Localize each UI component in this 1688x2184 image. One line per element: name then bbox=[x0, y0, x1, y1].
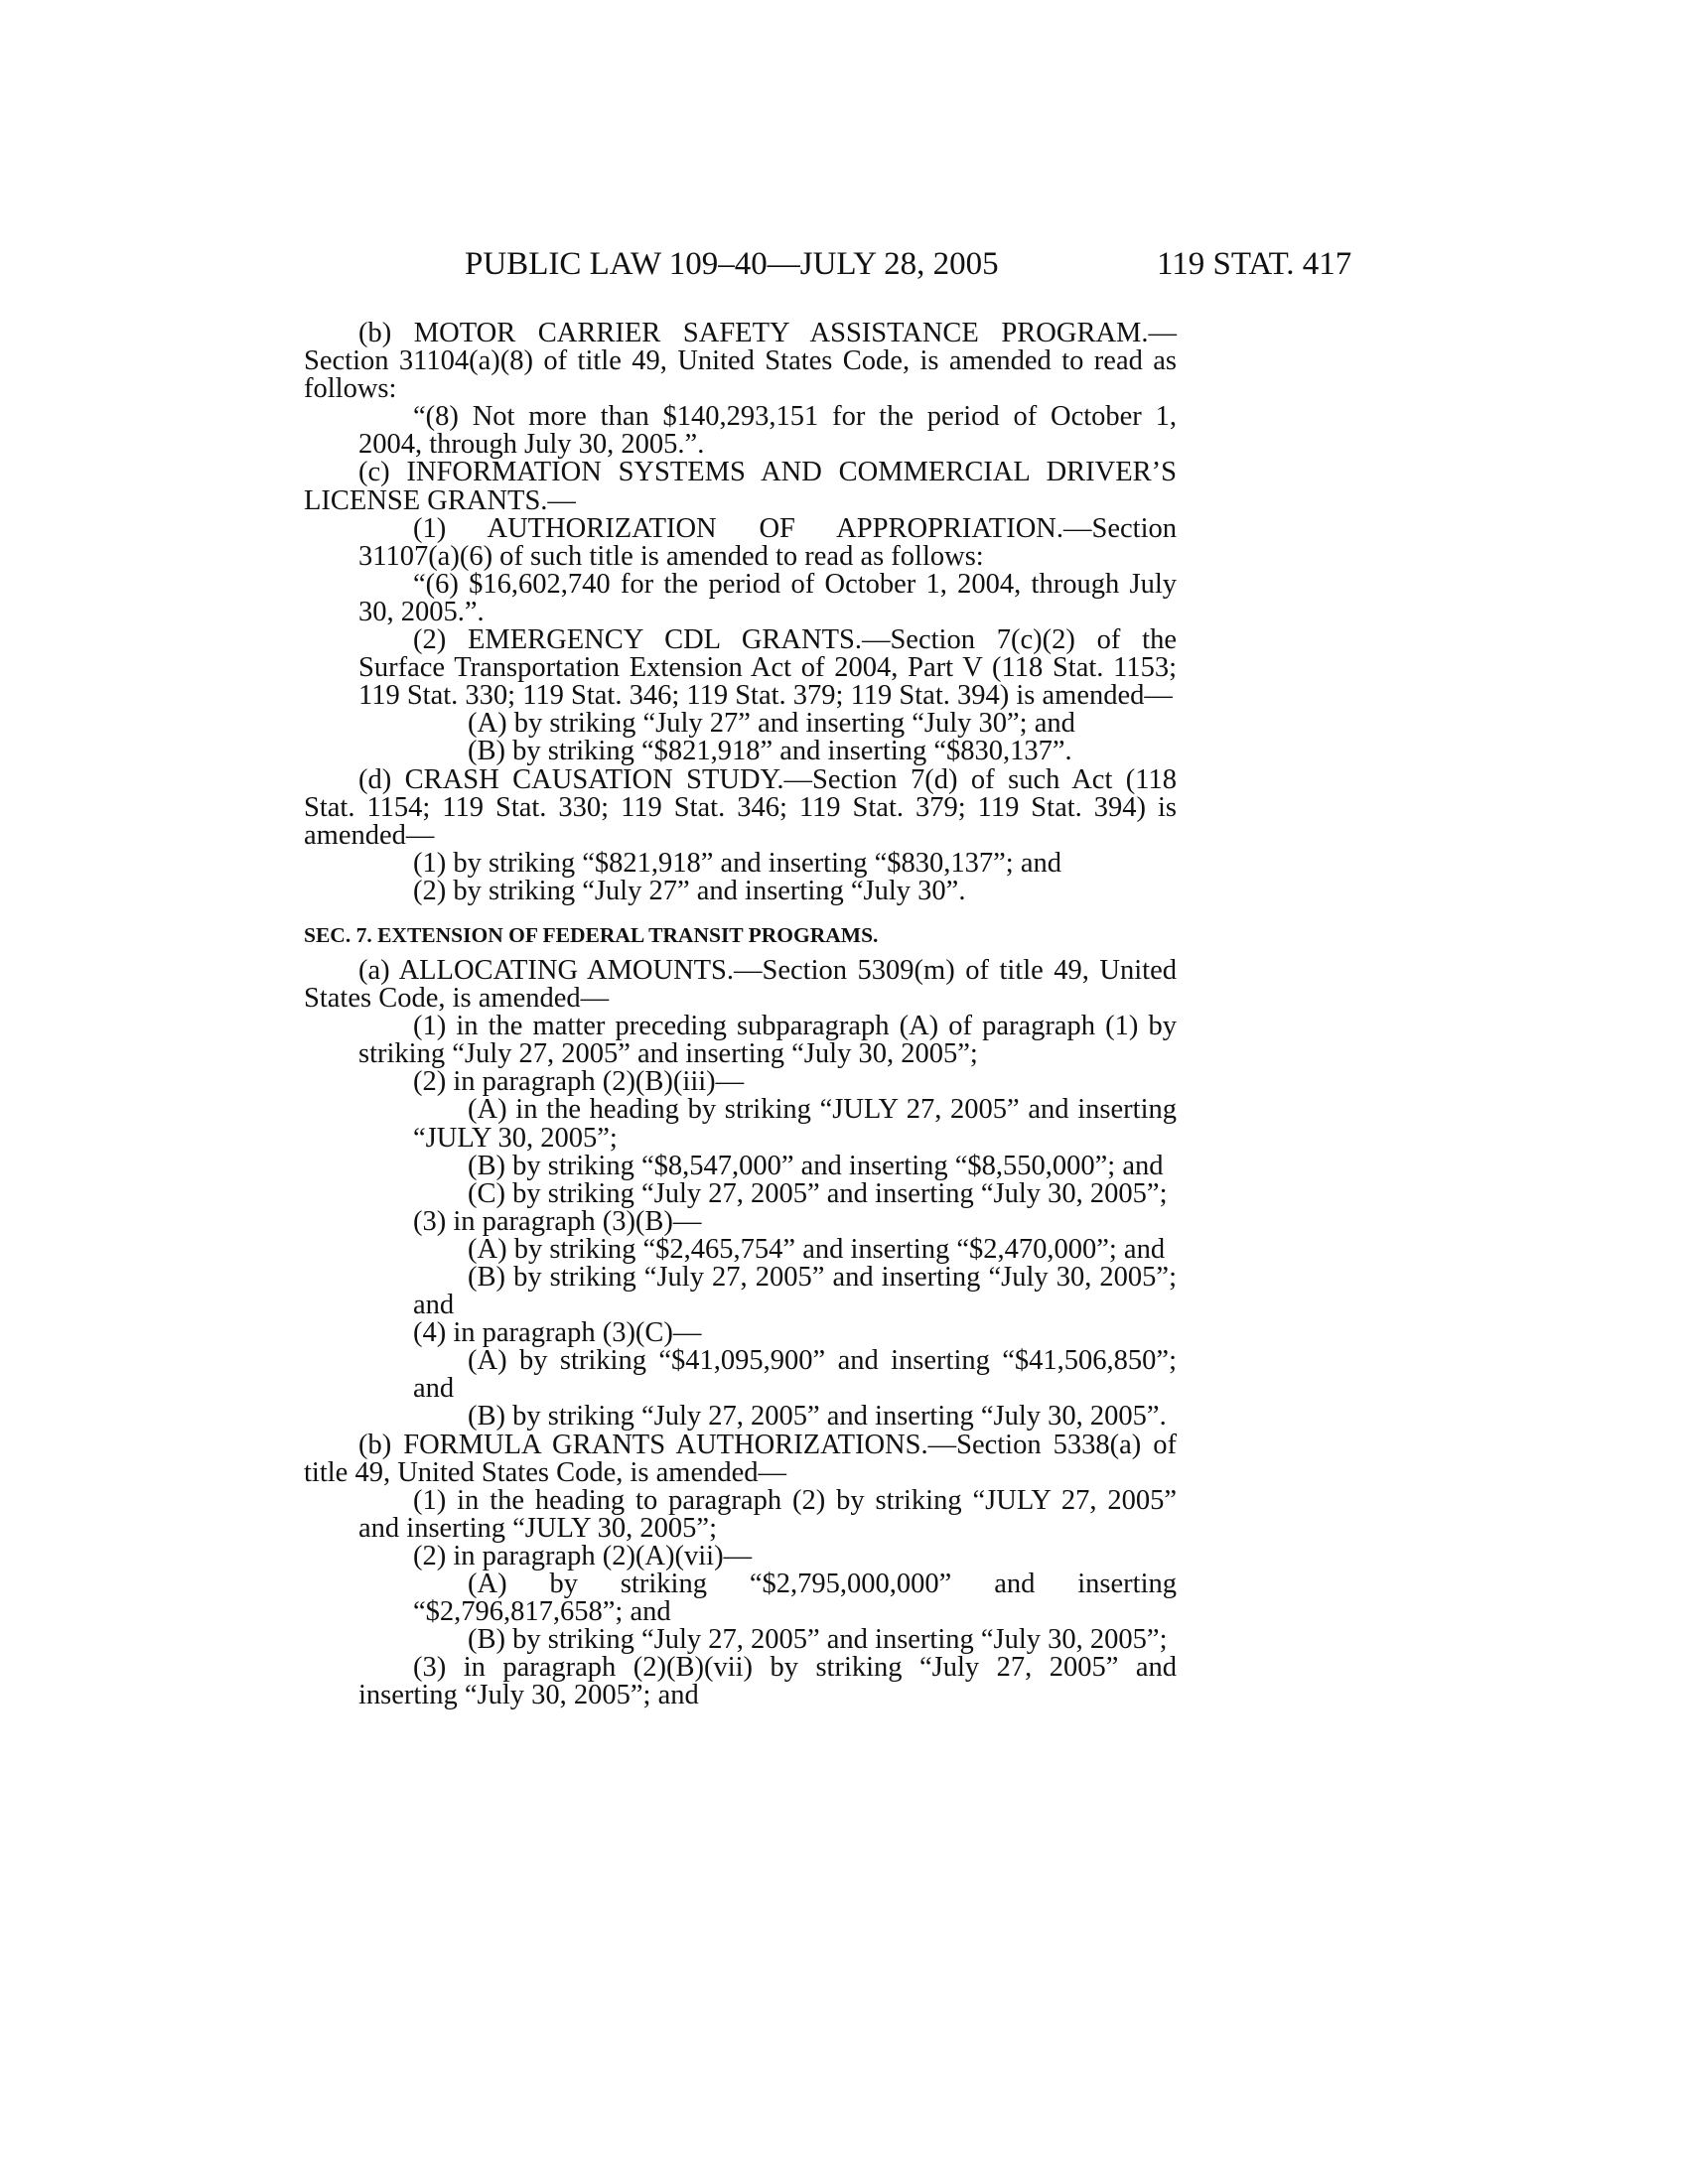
paragraph-a3: (3) in paragraph (3)(B)— bbox=[413, 1205, 702, 1237]
paragraph-d2: (2) by striking “July 27” and inserting “July 30”. bbox=[413, 875, 966, 906]
paragraph-fb2b: (B) by striking “July 27, 2005” and inserting “July 30, 2005”; bbox=[468, 1624, 1168, 1656]
running-header-title: PUBLIC LAW 109–40—JULY 28, 2005 bbox=[465, 246, 999, 282]
paragraph-c: (c) INFORMATION SYSTEMS AND COMMERCIAL DRIVER’S LICENSE GRANTS.— bbox=[304, 457, 1177, 516]
paragraph-a2a: (A) in the heading by striking “JULY 27, 2005” and inserting “JULY 30, 2005”; bbox=[413, 1094, 1177, 1154]
paragraph-a3a: (A) by striking “$2,465,754” and inserting “$2,470,000”; and bbox=[468, 1233, 1166, 1265]
paragraph-a2b: (B) by striking “$8,547,000” and inserting “$8,550,000”; and bbox=[468, 1150, 1164, 1181]
paragraph-fb3: (3) in paragraph (2)(B)(vii) by striking “July 27, 2005” and inserting “July 30, 2005”; and bbox=[358, 1652, 1177, 1711]
paragraph-a4a: (A) by striking “$41,095,900” and inserting “$41,506,850”; and bbox=[413, 1345, 1177, 1405]
paragraph-fb: (b) FORMULA GRANTS AUTHORIZATIONS.—Section 5338(a) of title 49, United States Code, is amended— bbox=[304, 1429, 1177, 1488]
paragraph-a2c: (C) by striking “July 27, 2005” and inserting “July 30, 2005”; bbox=[468, 1177, 1168, 1209]
paragraph-b-quote: “(8) Not more than $140,293,151 for the period of October 1, 2004, through July 30, 2005.”. bbox=[358, 401, 1177, 461]
paragraph-c1-quote: “(6) $16,602,740 for the period of October 1, 2004, through July 30, 2005.”. bbox=[358, 568, 1177, 627]
paragraph-fb1: (1) in the heading to paragraph (2) by striking “JULY 27, 2005” and inserting “JULY 30, 2005”; bbox=[358, 1484, 1177, 1544]
paragraph-fb2: (2) in paragraph (2)(A)(vii)— bbox=[413, 1540, 753, 1571]
paragraph-d1: (1) by striking “$821,918” and inserting “$830,137”; and bbox=[413, 847, 1061, 879]
paragraph-a4b: (B) by striking “July 27, 2005” and inserting “July 30, 2005”. bbox=[468, 1401, 1167, 1433]
section-heading: SEC. 7. EXTENSION OF FEDERAL TRANSIT PROGRAMS. bbox=[304, 922, 879, 947]
statute-page-number: 119 STAT. 417 bbox=[1157, 246, 1352, 282]
paragraph-fb2a: (A) by striking “$2,795,000,000” and inserting “$2,796,817,658”; and bbox=[413, 1569, 1177, 1628]
paragraph-d: (d) CRASH CAUSATION STUDY.—Section 7(d) of such Act (118 Stat. 1154; 119 Stat. 330; 119 Stat. 346; 119 Stat. 379; 119 Stat. 394) is amended— bbox=[304, 763, 1177, 851]
paragraph-c1: (1) AUTHORIZATION OF APPROPRIATION.—Section 31107(a)(6) of such title is amended to read as follows: bbox=[358, 512, 1177, 572]
paragraph-c2a: (A) by striking “July 27” and inserting “July 30”; and bbox=[468, 708, 1075, 740]
paragraph-c2: (2) EMERGENCY CDL GRANTS.—Section 7(c)(2) of the Surface Transportation Extension Act of 2004, Part V (118 Stat. 1153; 119 Stat. 330; 119 Stat. 346; 119 Stat. 379; 119 Stat. 394) is amended— bbox=[358, 624, 1177, 712]
paragraph-a3b: (B) by striking “July 27, 2005” and inserting “July 30, 2005”; and bbox=[413, 1262, 1177, 1321]
paragraph-c2b: (B) by striking “$821,918” and inserting “$830,137”. bbox=[468, 736, 1072, 767]
paragraph-a2: (2) in paragraph (2)(B)(iii)— bbox=[413, 1066, 745, 1098]
paragraph-a4: (4) in paragraph (3)(C)— bbox=[413, 1317, 702, 1349]
paragraph-b: (b) MOTOR CARRIER SAFETY ASSISTANCE PROGRAM.—Section 31104(a)(8) of title 49, United States Code, is amended to read as follows: bbox=[304, 318, 1177, 405]
paragraph-a: (a) ALLOCATING AMOUNTS.—Section 5309(m) of title 49, United States Code, is amended— bbox=[304, 954, 1177, 1015]
paragraph-a1: (1) in the matter preceding subparagraph (A) of paragraph (1) by striking “July 27, 2005” and inserting “July 30, 2005”; bbox=[358, 1011, 1177, 1070]
body-text bbox=[304, 320, 1177, 1710]
